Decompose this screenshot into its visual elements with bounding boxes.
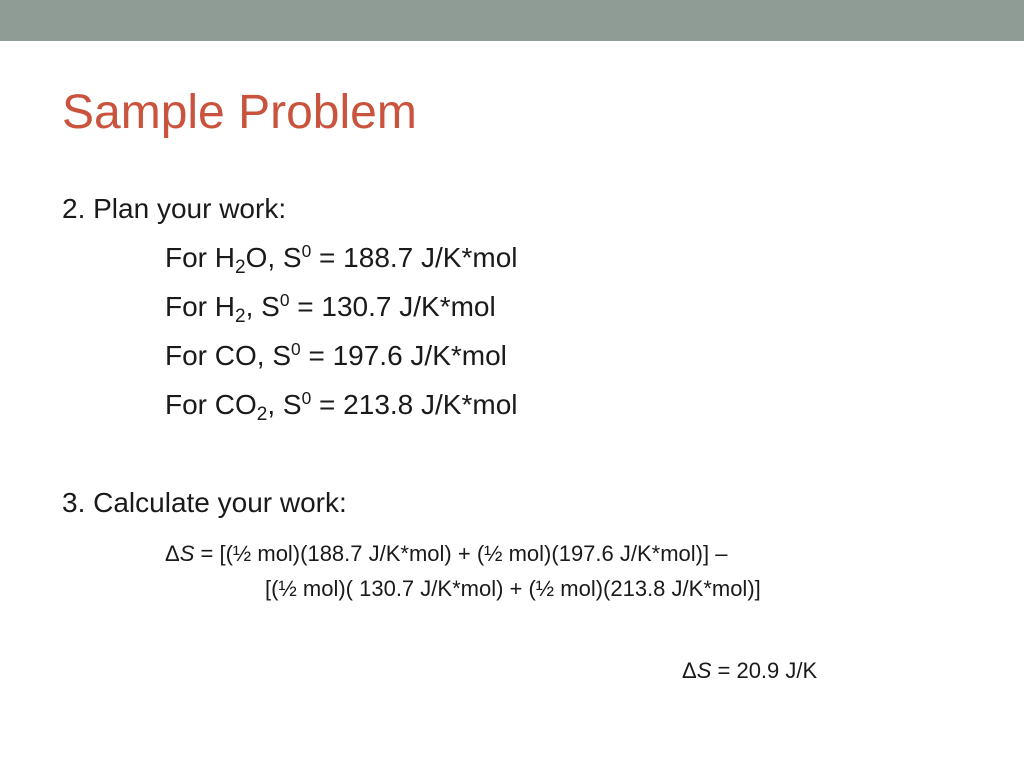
entry-mid: O, S: [245, 242, 302, 273]
top-accent-bar: [0, 0, 1024, 41]
entry-subscript: 2: [256, 404, 268, 426]
equation-line-2: [(½ mol)( 130.7 J/K*mol) + (½ mol)(213.8 J/K*mol)]: [265, 576, 761, 601]
entry-superscript: 0: [301, 240, 312, 261]
entry-value: = 197.6 J/K*mol: [300, 340, 507, 371]
entry-value: = 188.7 J/K*mol: [311, 242, 518, 273]
entry-mid: , S: [267, 389, 302, 420]
equation-line-1: [165, 543, 727, 565]
entry-prefix: For H: [165, 242, 235, 273]
delta-symbol: Δ: [682, 658, 697, 683]
entry-prefix: For CO, S: [165, 340, 292, 371]
entry-value: = 213.8 J/K*mol: [311, 389, 518, 420]
result-value: = 20.9 J/K: [711, 658, 818, 683]
equation-rest: = [(½ mol)(188.7 J/K*mol) + (½ mol)(197.6 J/K*mol)] –: [194, 541, 728, 566]
entry-prefix: For H: [165, 291, 235, 322]
entropy-entry-co: [165, 338, 507, 371]
entropy-entry-h2o: [165, 240, 518, 279]
step3-heading: 3. Calculate your work:: [62, 487, 347, 518]
entropy-variable: S: [696, 658, 712, 683]
entropy-entry-co2: [165, 387, 518, 426]
entry-prefix: For CO: [165, 389, 257, 420]
entry-subscript: 2: [235, 257, 246, 279]
entry-mid: , S: [245, 291, 280, 322]
delta-symbol: Δ: [165, 541, 180, 566]
entropy-variable: S: [179, 541, 195, 566]
entropy-entry-h2: [165, 289, 496, 328]
entry-value: = 130.7 J/K*mol: [289, 291, 496, 322]
entry-superscript: 0: [291, 338, 301, 359]
entry-superscript: 0: [279, 289, 290, 310]
step2-heading: 2. Plan your work:: [62, 193, 287, 224]
result-line: [682, 660, 817, 682]
entry-subscript: 2: [235, 306, 246, 328]
entry-superscript: 0: [301, 387, 312, 408]
slide-title: Sample Problem: [62, 86, 417, 139]
